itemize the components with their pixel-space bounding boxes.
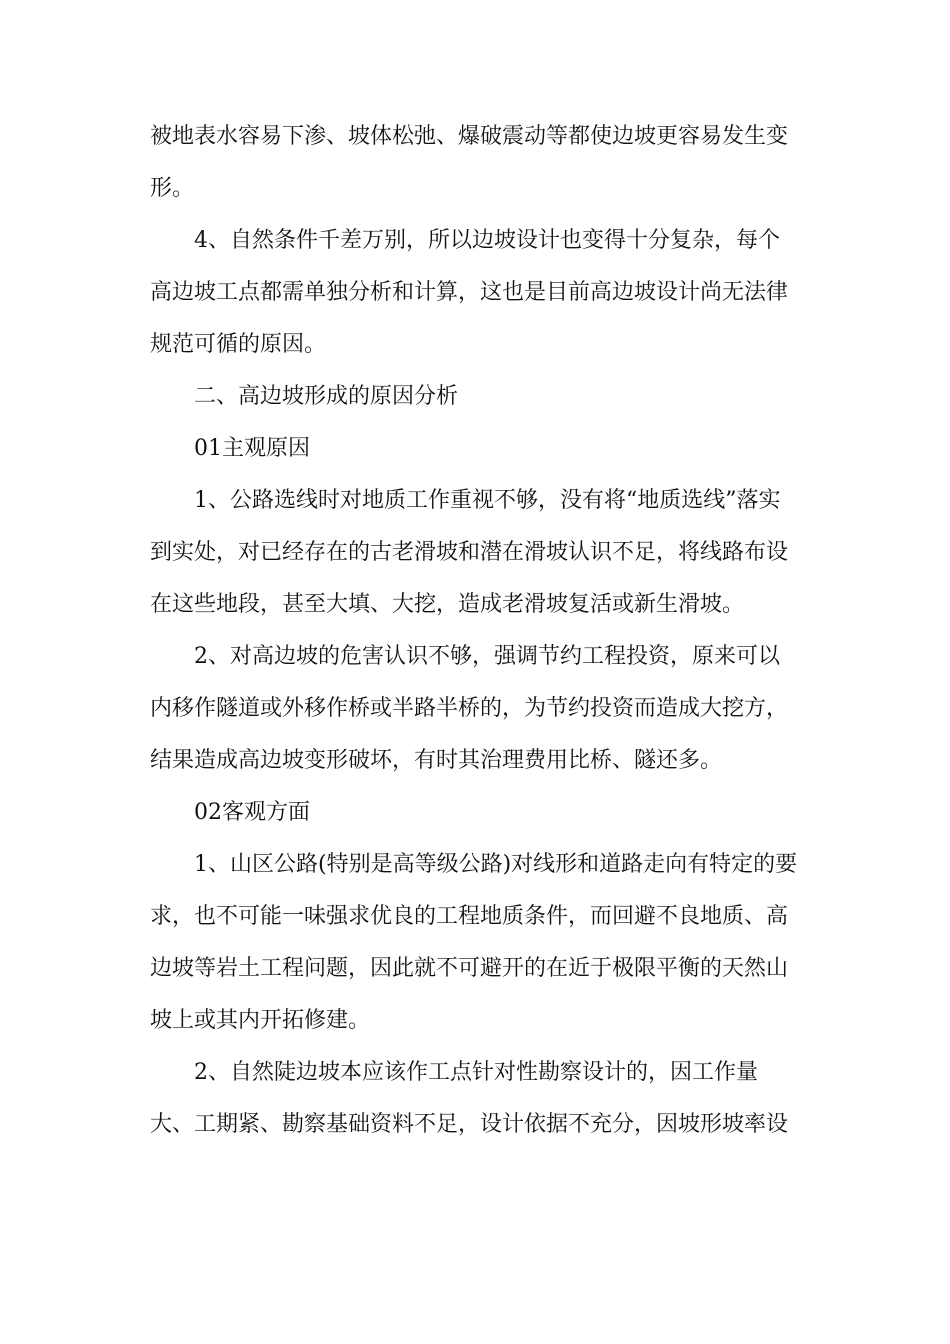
paragraph-start-line: 4、自然条件千差万别，所以边坡设计也变得十分复杂，每个 xyxy=(194,228,780,253)
text-line: 大、工期紧、勘察基础资料不足，设计依据不充分，因坡形坡率设 xyxy=(150,1112,789,1137)
subsection-heading: 01主观原因 xyxy=(194,436,310,461)
text-line: 规范可循的原因。 xyxy=(150,332,327,357)
subsection-heading: 02客观方面 xyxy=(194,800,310,825)
text-line: 边坡等岩土工程问题，因此就不可避开的在近于极限平衡的天然山 xyxy=(150,956,789,981)
paragraph-start-line: 2、对高边坡的危害认识不够，强调节约工程投资，原来可以 xyxy=(194,644,780,669)
text-line: 在这些地段，甚至大填、大挖，造成老滑坡复活或新生滑坡。 xyxy=(150,592,745,617)
text-line: 坡上或其内开拓修建。 xyxy=(150,1008,371,1033)
section-heading: 二、高边坡形成的原因分析 xyxy=(194,384,459,409)
text-line: 内移作隧道或外移作桥或半路半桥的，为节约投资而造成大挖方， xyxy=(150,696,789,721)
text-line: 求，也不可能一味强求优良的工程地质条件，而回避不良地质、高 xyxy=(150,904,789,929)
paragraph-start-line: 2、自然陡边坡本应该作工点针对性勘察设计的，因工作量 xyxy=(194,1060,758,1085)
text-line: 形。 xyxy=(150,176,195,201)
text-line: 高边坡工点都需单独分析和计算，这也是目前高边坡设计尚无法律 xyxy=(150,280,789,305)
paragraph-start-line: 1、公路选线时对地质工作重视不够，没有将“地质选线”落实 xyxy=(194,488,781,513)
text-line: 被地表水容易下渗、坡体松弛、爆破震动等都使边坡更容易发生变 xyxy=(150,124,789,149)
text-line: 结果造成高边坡变形破坏，有时其治理费用比桥、隧还多。 xyxy=(150,748,723,773)
text-line: 到实处，对已经存在的古老滑坡和潜在滑坡认识不足，将线路布设 xyxy=(150,540,789,565)
paragraph-start-line: 1、山区公路(特别是高等级公路)对线形和道路走向有特定的要 xyxy=(194,852,798,877)
